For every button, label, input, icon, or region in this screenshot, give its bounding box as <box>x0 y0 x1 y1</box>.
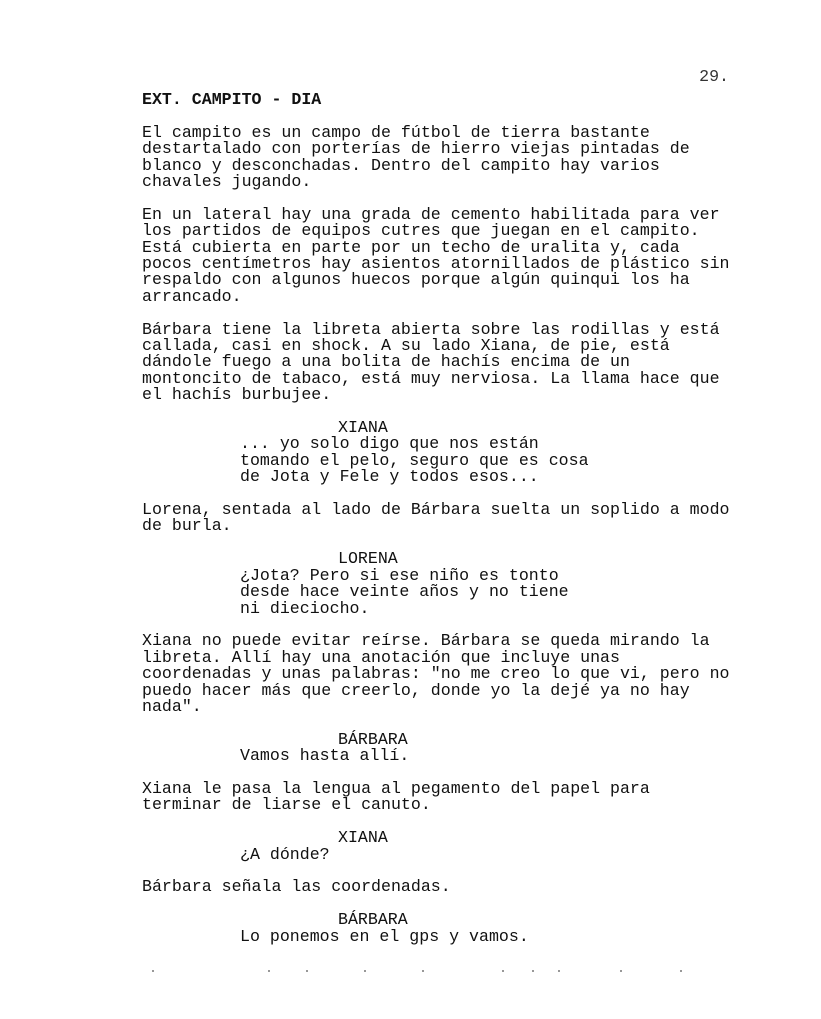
action-block <box>142 319 742 405</box>
character-name: BÁRBARA <box>338 910 408 930</box>
dialogue-line: desde hace veinte años y no tiene <box>240 582 569 602</box>
spacer <box>142 535 742 551</box>
dialogue-line: Vamos hasta allí. <box>240 746 410 766</box>
dialogue-line: tomando el pelo, seguro que es cosa <box>240 450 589 470</box>
character-name: XIANA <box>338 828 388 848</box>
spacer <box>142 404 742 420</box>
action-block <box>142 778 742 815</box>
character-name: XIANA <box>338 418 388 438</box>
action-line: de burla. <box>142 516 232 536</box>
action-line: dándole fuego a una bolita de hachís encima de un <box>142 352 630 372</box>
dialogue-block <box>142 420 742 486</box>
ink-dot <box>364 970 366 972</box>
next-page-bleed <box>150 968 690 974</box>
action-line: En un lateral hay una grada de cemento habilitada para ver <box>142 204 720 224</box>
action-block <box>142 879 742 895</box>
page-number: 29. <box>699 67 729 86</box>
ink-dot <box>532 970 534 972</box>
action-line: chavales jugando. <box>142 172 312 192</box>
action-line: nada". <box>142 696 202 716</box>
ink-dot <box>558 970 560 972</box>
ink-dot <box>680 970 682 972</box>
dialogue-line: Lo ponemos en el gps y vamos. <box>240 926 529 946</box>
action-block <box>142 502 742 535</box>
dialogue-block <box>142 729 742 766</box>
dialogue-line: ni dieciocho. <box>240 598 370 618</box>
action-block <box>142 633 742 715</box>
scene-heading: EXT. CAMPITO - DIA <box>142 90 322 109</box>
action-line: libreta. Allí hay una anotación que incluye unas <box>142 647 620 667</box>
action-block <box>142 204 742 306</box>
action-line: coordenadas y unas palabras: "no me creo lo que vi, pero no <box>142 664 730 684</box>
action-line: los partidos de equipos cutres que juegan en el campito. <box>142 221 700 241</box>
action-line: Bárbara señala las coordenadas. <box>142 877 451 897</box>
action-line: callada, casi en shock. A su lado Xiana, de pie, está <box>142 336 670 356</box>
action-line: respaldo con algunos huecos porque algún quinqui los ha <box>142 270 690 290</box>
ink-dot <box>268 970 270 972</box>
character-name: BÁRBARA <box>338 729 408 749</box>
action-line: montoncito de tabaco, está muy nerviosa. La llama hace que <box>142 368 720 388</box>
ink-dot <box>620 970 622 972</box>
action-line: el hachís burbujee. <box>142 385 332 405</box>
action-line: El campito es un campo de fútbol de tierra bastante <box>142 122 650 142</box>
dialogue-block <box>142 912 742 945</box>
character-name: LORENA <box>338 549 398 569</box>
ink-dot <box>422 970 424 972</box>
action-line: Lorena, sentada al lado de Bárbara suelta un soplido a modo <box>142 500 730 520</box>
action-block <box>142 122 742 192</box>
action-line: destartalado con porterías de hierro viejas pintadas de <box>142 139 690 159</box>
action-line: terminar de liarse el canuto. <box>142 795 431 815</box>
action-line: Bárbara tiene la libreta abierta sobre las rodillas y está <box>142 319 720 339</box>
action-line: Xiana no puede evitar reírse. Bárbara se queda mirando la <box>142 631 710 651</box>
ink-dot <box>502 970 504 972</box>
dialogue-block <box>142 830 742 863</box>
action-line: arrancado. <box>142 286 242 306</box>
action-line: pocos centímetros hay asientos atornillados de plástico sin <box>142 254 730 274</box>
spacer <box>142 715 742 731</box>
spacer <box>142 896 742 912</box>
action-line: blanco y desconchadas. Dentro del campito hay varios <box>142 155 660 175</box>
scene-content <box>142 92 742 945</box>
ink-dot <box>152 970 154 972</box>
dialogue-line: de Jota y Fele y todos esos... <box>240 467 539 487</box>
dialogue-line: ¿A dónde? <box>240 844 330 864</box>
dialogue-block <box>142 551 742 617</box>
dialogue-line: ¿Jota? Pero si ese niño es tonto <box>240 565 559 585</box>
action-line: puedo hacer más que creerlo, donde yo la dejé ya no hay <box>142 680 690 700</box>
action-line: Está cubierta en parte por un techo de uralita y, cada <box>142 237 680 257</box>
dialogue-line: ... yo solo digo que nos están <box>240 434 539 454</box>
spacer <box>142 814 742 830</box>
action-line: Xiana le pasa la lengua al pegamento del papel para <box>142 778 650 798</box>
ink-dot <box>306 970 308 972</box>
